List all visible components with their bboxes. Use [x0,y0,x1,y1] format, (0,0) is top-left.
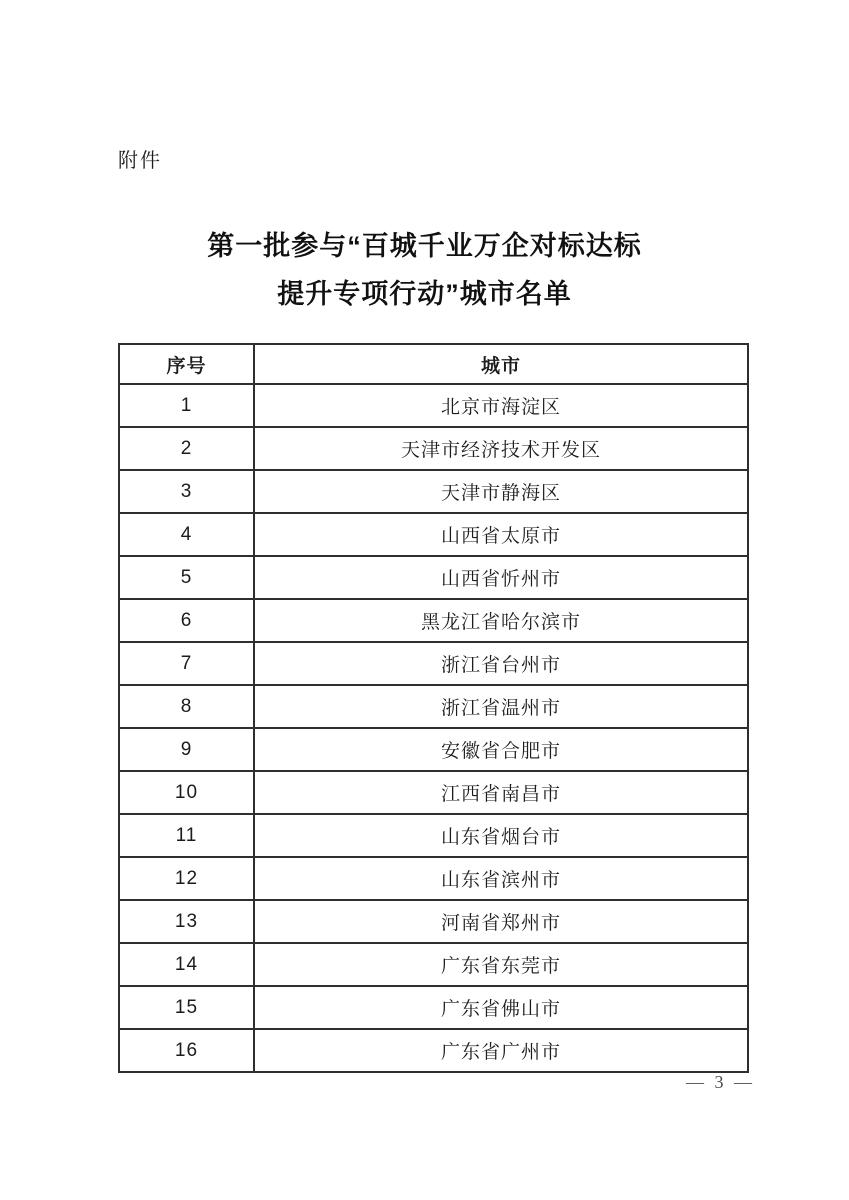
row-city: 浙江省温州市 [254,685,748,728]
table-row [119,556,748,599]
table-row [119,857,748,900]
row-no: 2 [119,427,254,470]
city-table [118,343,749,1073]
table-row [119,427,748,470]
row-no: 10 [119,771,254,814]
row-no: 3 [119,470,254,513]
page-title [0,222,849,318]
table-row [119,642,748,685]
row-no: 13 [119,900,254,943]
table-header-row [119,344,748,384]
table-row [119,814,748,857]
row-city: 天津市静海区 [254,470,748,513]
page-title-line2: 提升专项行动”城市名单 [277,279,572,309]
column-header-city: 城市 [254,344,748,384]
row-no: 6 [119,599,254,642]
row-city: 浙江省台州市 [254,642,748,685]
row-city: 黑龙江省哈尔滨市 [254,599,748,642]
row-no: 8 [119,685,254,728]
row-city: 山东省烟台市 [254,814,748,857]
row-city: 山西省太原市 [254,513,748,556]
row-city: 北京市海淀区 [254,384,748,427]
row-city: 广东省东莞市 [254,943,748,986]
page-title-line1: 第一批参与“百城千业万企对标达标 [207,231,642,261]
table-row [119,900,748,943]
row-city: 山西省忻州市 [254,556,748,599]
row-city: 江西省南昌市 [254,771,748,814]
row-city: 广东省佛山市 [254,986,748,1029]
row-no: 4 [119,513,254,556]
row-no: 14 [119,943,254,986]
table-row [119,513,748,556]
row-city: 河南省郑州市 [254,900,748,943]
table-row [119,986,748,1029]
table-row [119,599,748,642]
table-row [119,685,748,728]
row-city: 安徽省合肥市 [254,728,748,771]
row-city: 山东省滨州市 [254,857,748,900]
page-number: — 3 — [686,1072,755,1092]
row-no: 5 [119,556,254,599]
row-no: 1 [119,384,254,427]
row-no: 11 [119,814,254,857]
row-no: 15 [119,986,254,1029]
table-row [119,470,748,513]
row-no: 12 [119,857,254,900]
row-no: 9 [119,728,254,771]
column-header-no: 序号 [119,344,254,384]
row-city: 天津市经济技术开发区 [254,427,748,470]
table-row [119,728,748,771]
table-row [119,771,748,814]
table-row [119,943,748,986]
row-city: 广东省广州市 [254,1029,748,1072]
row-no: 16 [119,1029,254,1072]
table-row [119,384,748,427]
city-table-container [118,343,749,1073]
row-no: 7 [119,642,254,685]
table-row [119,1029,748,1072]
attachment-label: 附件 [118,150,162,172]
